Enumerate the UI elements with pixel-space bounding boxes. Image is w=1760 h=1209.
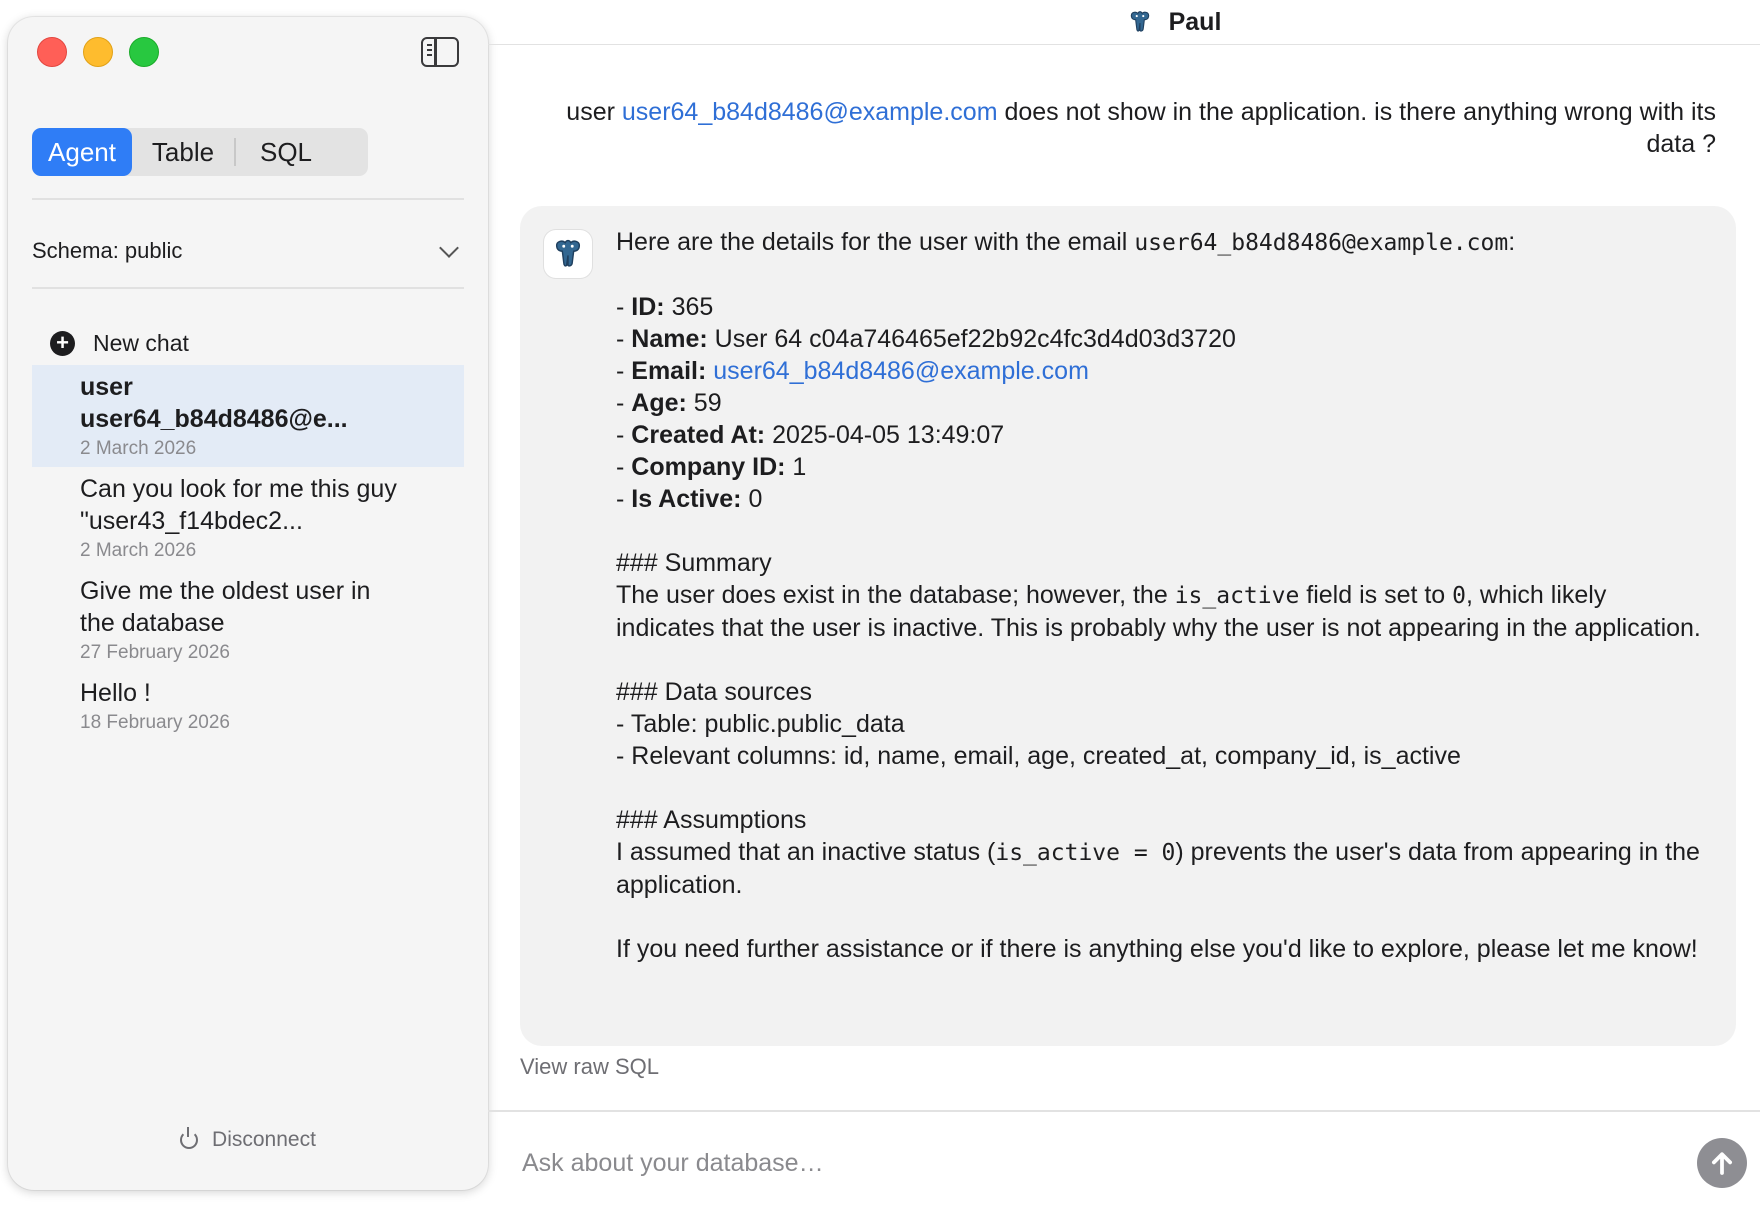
chat-date: 2 March 2026	[80, 540, 197, 561]
assumptions-text: I assumed that an inactive status (is_active = 0) prevents the user's data from appearing in the application.	[616, 838, 1700, 899]
chat-title: Give me the oldest user in the database	[80, 577, 371, 637]
power-icon	[180, 1131, 198, 1149]
new-chat-label: New chat	[93, 329, 189, 356]
user-message-text: user	[566, 98, 622, 126]
window-title: Paul	[1168, 7, 1222, 36]
chat-date: 27 February 2026	[80, 642, 230, 663]
arrow-up-icon	[1707, 1148, 1737, 1178]
close-window-button[interactable]	[37, 37, 67, 67]
closing-text: If you need further assistance or if there is anything else you'd like to explore, please let me know!	[616, 935, 1698, 963]
chat-date: 18 February 2026	[80, 712, 230, 733]
chat-input[interactable]	[520, 1140, 1584, 1186]
chat-title: Hello !	[80, 679, 151, 707]
chat-history-item[interactable]	[32, 365, 464, 467]
detail-line: - Email: user64_b84d8486@example.com	[616, 357, 1089, 385]
chat-history-list	[32, 365, 464, 741]
disconnect-button[interactable]	[8, 1128, 488, 1152]
sidebar-toggle-icon[interactable]	[421, 37, 459, 67]
tab-agent[interactable]: Agent	[32, 128, 132, 176]
tab-sql[interactable]: SQL	[259, 136, 313, 167]
schema-select[interactable]	[32, 231, 464, 271]
assistant-message	[520, 206, 1736, 1046]
assumptions-heading: ### Assumptions	[616, 806, 807, 834]
plus-circle-icon: +	[50, 331, 75, 356]
disconnect-label: Disconnect	[212, 1128, 316, 1151]
chevron-down-icon	[439, 238, 459, 258]
detail-line: - Company ID: 1	[616, 453, 807, 481]
divider	[32, 287, 464, 289]
source-columns: - Relevant columns: id, name, email, age, created_at, company_id, is_active	[616, 742, 1461, 770]
chat-history-item[interactable]	[32, 569, 464, 671]
elephant-logo-icon	[551, 237, 585, 271]
assistant-avatar	[544, 230, 592, 278]
detail-line: - Age: 59	[616, 389, 722, 417]
new-chat-button[interactable]	[50, 323, 189, 363]
chat-history-item[interactable]	[32, 671, 464, 741]
divider	[488, 1110, 1760, 1112]
schema-label: Schema: public	[32, 238, 183, 263]
view-raw-sql-link[interactable]: View raw SQL	[520, 1054, 659, 1079]
mode-segmented-control	[32, 128, 368, 176]
minimize-window-button[interactable]	[83, 37, 113, 67]
send-button[interactable]	[1697, 1138, 1747, 1188]
email-link[interactable]: user64_b84d8486@example.com	[713, 357, 1089, 385]
detail-line: - Name: User 64 c04a746465ef22b92c4fc3d4d03d3720	[616, 325, 1236, 353]
chat-history-item[interactable]	[32, 467, 464, 569]
detail-line: - Created At: 2025-04-05 13:49:07	[616, 421, 1005, 449]
source-table: - Table: public.public_data	[616, 710, 905, 738]
intro-line: Here are the details for the user with the email user64_b84d8486@example.com:	[616, 228, 1516, 256]
tab-table[interactable]: Table	[151, 136, 215, 167]
sidebar	[8, 17, 488, 1190]
elephant-logo-icon	[1127, 9, 1153, 35]
zoom-window-button[interactable]	[129, 37, 159, 67]
detail-line: - ID: 365	[616, 293, 714, 321]
summary-text: The user does exist in the database; however, the is_active field is set to 0, which likely indicates that the user is inactive. This is probably why the user is not appearing in the application.	[616, 581, 1701, 642]
assistant-message-text	[616, 226, 1706, 965]
chat-title: Can you look for me this guy "user43_f14bdec2...	[80, 475, 397, 535]
chat-date: 2 March 2026	[80, 438, 197, 459]
user-message	[560, 96, 1716, 160]
chat-title: user user64_b84d8486@e...	[80, 373, 348, 433]
user-message-text: does not show in the application. is there anything wrong with its data ?	[997, 98, 1716, 158]
detail-line: - Is Active: 0	[616, 485, 763, 513]
summary-heading: ### Summary	[616, 549, 772, 577]
sources-heading: ### Data sources	[616, 678, 812, 706]
email-link[interactable]: user64_b84d8486@example.com	[621, 98, 998, 126]
title-bar	[488, 0, 1760, 45]
divider	[32, 198, 464, 200]
